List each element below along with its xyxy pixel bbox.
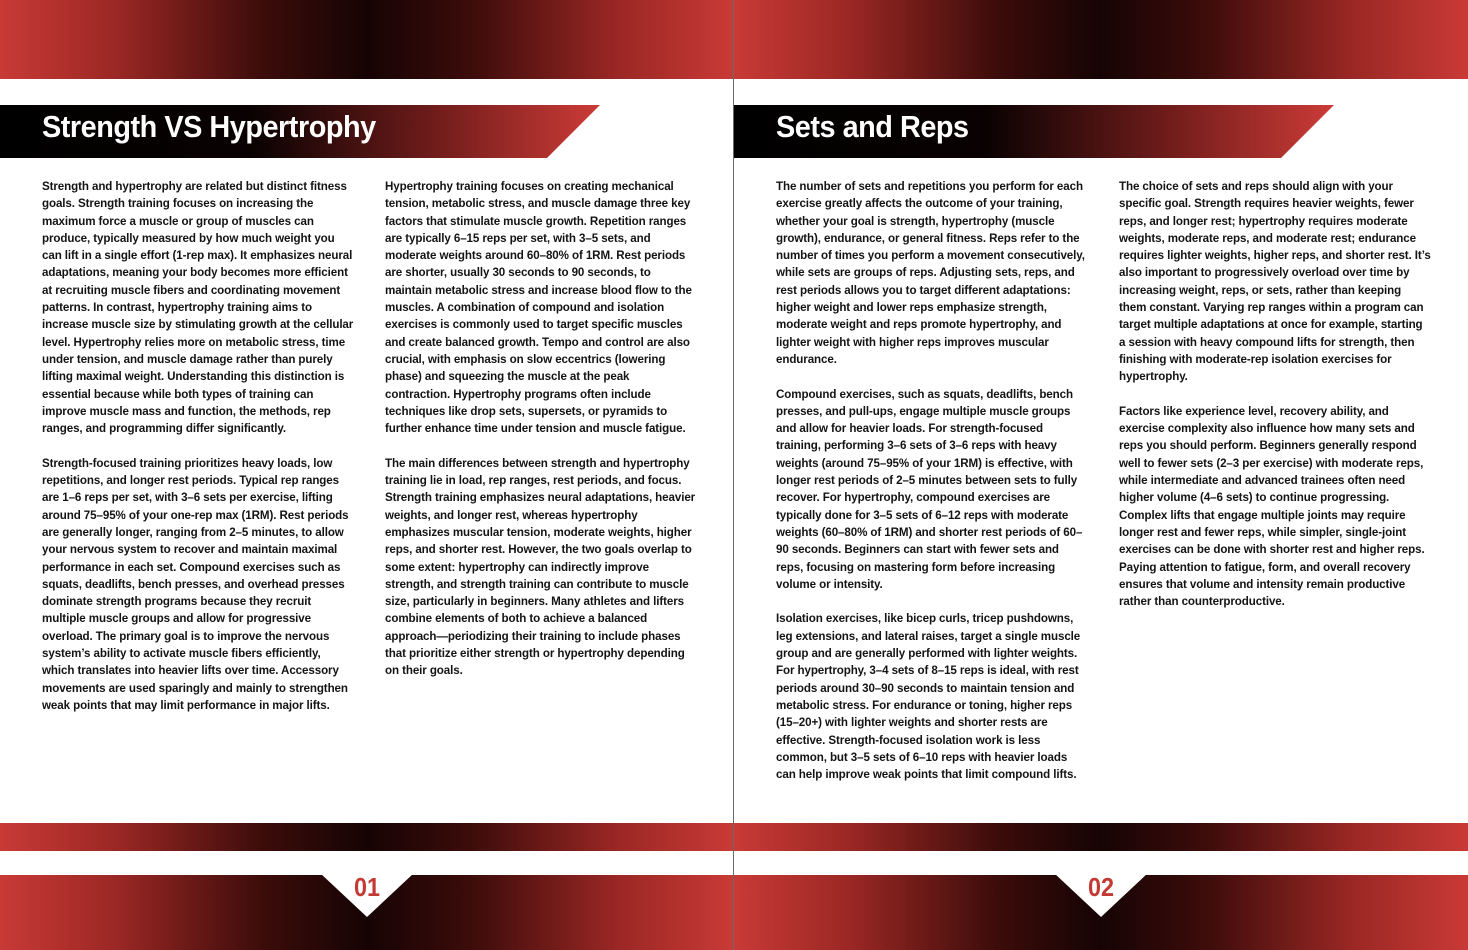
paragraph: Hypertrophy training focuses on creating mechanical tension, metabolic stress, and muscle damage three key factors that stimulate muscle growth. Repetition ranges are typically 6–15 reps per set, with 3–5 sets, and moderate weights around 60–80% of 1RM. Rest periods are shorter, usually 30 seconds to 90 seconds, to maintain metabolic stress and increase blood flow to the muscles. A combination of compound and isolation exercises is commonly used to target specific muscles and create balanced growth. Tempo and control are also crucial, with emphasis on slow eccentrics (lowering phase) and squeezing the muscle at the peak contraction. Hypertrophy programs often include techniques like drop sets, supersets, or pyramids to further enhance time under tension and muscle fatigue. — [385, 180, 692, 436]
top-band — [0, 0, 734, 79]
page-right — [734, 0, 1468, 950]
page-title: Sets and Reps — [776, 109, 969, 144]
paragraph: Factors like experience level, recovery ability, and exercise complexity also influence how many sets and reps you should perform. Beginners generally respond well to fewer sets (2–3 per exercise) with moderate reps, while intermediate and advanced trainees often need higher volume (4–6 sets) to continue progressing. Complex lifts that engage multiple joints may require longer rest and fewer reps, while simpler, single-joint exercises can be done with shorter rest and higher reps. Paying attention to fatigue, form, and overall recovery ensures that volume and intensity remain productive rather than counterproductive. — [1119, 404, 1425, 609]
paragraph: The choice of sets and reps should align with your specific goal. Strength requires heavier weights, fewer reps, and longer rest; hypertrophy requires moderate weights, moderate reps, and moderate rest; endurance requires lighter weights, higher reps, and shorter rest. It’s also important to progressively overload over time by increasing weight, reps, or sets, rather than keeping them constant. Varying rep ranges within a program can target multiple adaptations at once for example, starting a session with heavy compound lifts for strength, then finishing with moderate-rep isolation exercises for hypertrophy. — [1119, 180, 1431, 384]
footer-stripe — [734, 823, 1468, 851]
paragraph: Strength and hypertrophy are related but distinct fitness goals. Strength training focuses on increasing the maximum force a muscle or group of muscles can produce, typically measured by how much weight you can lift in a single effort (1-rep max). It emphasizes neural adaptations, meaning your body becomes more efficient at recruiting muscle fibers and coordinating movement patterns. In contrast, hypertrophy training aims to increase muscle size by stimulating growth at the cellular level. Hypertrophy relies more on metabolic stress, time under tension, and muscle damage rather than purely lifting maximal weight. Understanding this distinction is essential because while both types of training can improve muscle mass and function, the methods, rep ranges, and programming differ significantly. — [42, 180, 354, 436]
page-number: 02 — [1087, 872, 1115, 902]
text-column-2 — [385, 178, 697, 680]
text-column-2 — [1119, 178, 1431, 610]
text-column-1 — [776, 178, 1088, 783]
paragraph: The number of sets and repetitions you perform for each exercise greatly affects the outcome of your training, whether your goal is strength, hypertrophy (muscle growth), endurance, or general fitness. Reps refer to the number of times you perform a movement consecutively, while sets are groups of reps. Adjusting sets, reps, and rest periods allows you to target different adaptations: higher weight and lower reps emphasize strength, moderate weight and reps promote hypertrophy, and lighter weight with higher reps improves muscular endurance. — [776, 180, 1085, 366]
paragraph: Strength-focused training prioritizes heavy loads, low repetitions, and longer rest periods. Typical rep ranges are 1–6 reps per set, with 3–6 sets per exercise, lifting around 75–95% of your one-rep max (1RM). Rest periods are generally longer, ranging from 2–5 minutes, to allow your nervous system to recover and maintain maximal performance in each set. Compound exercises such as squats, deadlifts, bench presses, and overhead presses dominate strength programs because they recruit multiple muscle groups and allow for progressive overload. The primary goal is to improve the nervous system’s ability to activate muscle fibers efficiently, which translates into heavier lifts over time. Accessory movements are used sparingly and mainly to strengthen weak points that may limit performance in major lifts. — [42, 456, 349, 712]
page-title: Strength VS Hypertrophy — [42, 109, 376, 144]
paragraph: The main differences between strength and hypertrophy training lie in load, rep ranges, rest periods, and focus. Strength training emphasizes neural adaptations, heavier weights, and longer rest, whereas hypertrophy emphasizes muscular tension, moderate weights, higher reps, and shorter rest. However, the two goals overlap to some extent: hypertrophy can indirectly improve strength, and strength training can contribute to muscle size, particularly in beginners. Many athletes and lifters combine elements of both to achieve a balanced approach—periodizing their training to include phases that prioritize either strength or hypertrophy depending on their goals. — [385, 456, 696, 678]
page-number: 01 — [353, 872, 381, 902]
text-column-1 — [42, 178, 354, 714]
page-divider — [733, 0, 734, 950]
top-band — [734, 0, 1468, 79]
footer-stripe — [0, 823, 734, 851]
paragraph: Compound exercises, such as squats, deadlifts, bench presses, and pull-ups, engage multiple muscle groups and allow for heavier loads. For strength-focused training, performing 3–6 sets of 3–6 reps with heavy weights (around 75–95% of your 1RM) is effective, with longer rest periods of 2–5 minutes between sets to fully recover. For hypertrophy, compound exercises are typically done for 3–5 sets of 6–12 reps with moderate weights (60–80% of 1RM) and shorter rest periods of 60–90 seconds. Beginners can start with fewer sets and reps, focusing on mastering form before increasing volume or intensity. — [776, 387, 1083, 591]
paragraph: Isolation exercises, like bicep curls, tricep pushdowns, leg extensions, and lateral raises, target a single muscle group and are generally performed with lighter weights. For hypertrophy, 3–4 sets of 8–15 reps is ideal, with rest periods around 30–90 seconds to maintain tension and metabolic stress. For endurance or toning, higher reps (15–20+) with lighter weights and shorter rests are effective. Strength-focused isolation work is less common, but 3–5 sets of 6–10 reps with heavier loads can help improve weak points that limit compound lifts. — [776, 612, 1081, 782]
